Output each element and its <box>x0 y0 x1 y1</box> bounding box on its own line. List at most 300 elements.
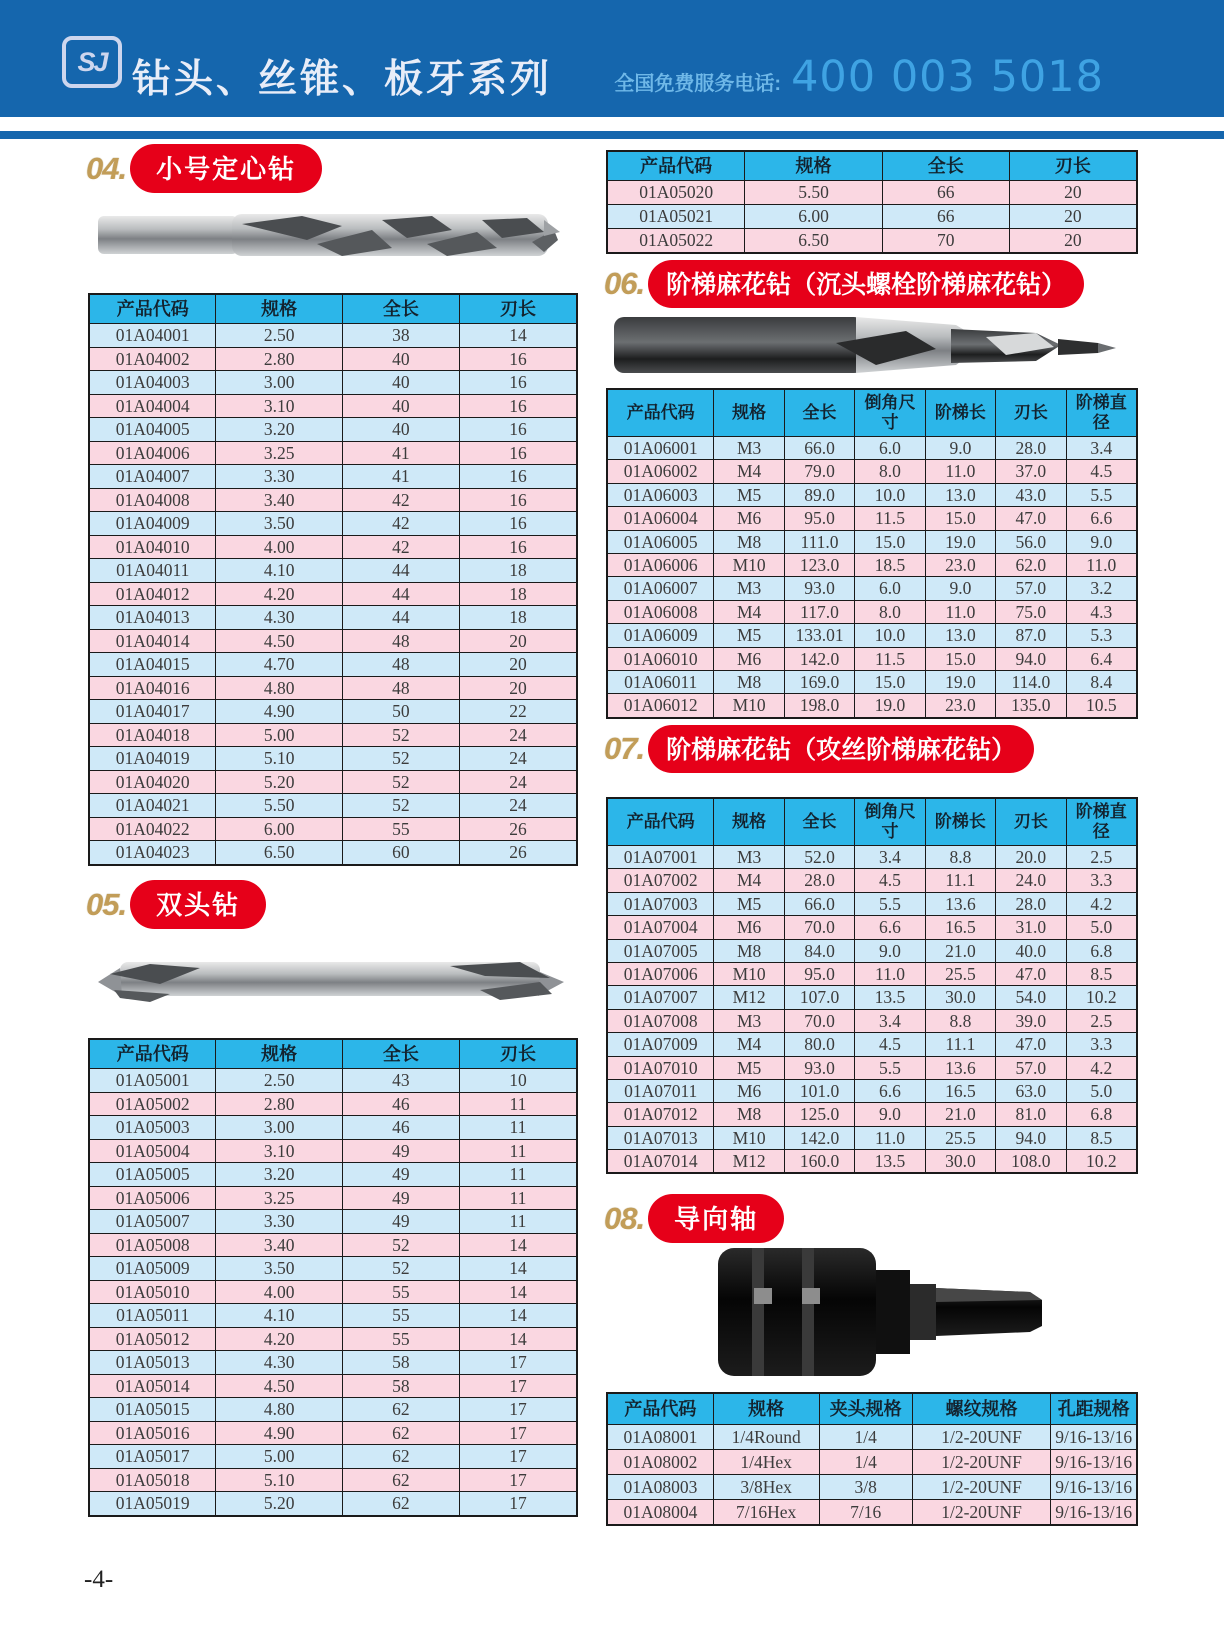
table-cell: 5.20 <box>216 1492 342 1516</box>
table-cell: 2.50 <box>216 1069 342 1093</box>
table-cell: 4.00 <box>216 1280 342 1304</box>
phone-label: 全国免费服务电话: <box>614 73 782 95</box>
table-cell: 21.0 <box>925 939 995 962</box>
table-row <box>607 553 1137 576</box>
table-cell: 01A07009 <box>607 1033 714 1056</box>
table-cell: 3.50 <box>216 512 342 536</box>
table-cell: M8 <box>714 939 784 962</box>
table-cell: 3/8 <box>819 1475 912 1500</box>
table-row <box>89 465 577 489</box>
table-cell: 16 <box>459 347 577 371</box>
table-cell: 9.0 <box>855 939 925 962</box>
table-row <box>89 1421 577 1445</box>
table-cell: M4 <box>714 1033 784 1056</box>
section-08-title: 导向轴 <box>648 1194 784 1243</box>
table-cell: 41 <box>342 441 459 465</box>
table-cell: 48 <box>342 629 459 653</box>
table-cell: M6 <box>714 1079 784 1102</box>
table-cell: 28.0 <box>784 869 854 892</box>
table-cell: 133.01 <box>784 624 854 647</box>
table-cell: 5.50 <box>216 794 342 818</box>
table-row <box>89 582 577 606</box>
section-04-number: 04. <box>86 150 127 186</box>
table-cell: 94.0 <box>996 647 1066 670</box>
table-cell: 4.20 <box>216 582 342 606</box>
table-07-step-drill-tapping <box>606 797 1138 1174</box>
table-cell: 01A07014 <box>607 1150 714 1174</box>
table-cell: 01A05004 <box>89 1139 216 1163</box>
table-cell: 01A07008 <box>607 1009 714 1032</box>
table-cell: 169.0 <box>784 670 854 693</box>
table-cell: 11 <box>459 1210 577 1234</box>
table-cell: M10 <box>714 553 784 576</box>
table-cell: 01A04001 <box>89 324 216 348</box>
table-cell: 11.0 <box>925 600 995 623</box>
table-header-row <box>607 798 1137 846</box>
table-row <box>89 1445 577 1469</box>
header-rule <box>0 131 1224 139</box>
table-cell: 42 <box>342 535 459 559</box>
page-number: -4- <box>84 1566 114 1593</box>
table-cell: 62 <box>342 1398 459 1422</box>
table-row <box>607 647 1137 670</box>
table-cell: 16 <box>459 418 577 442</box>
table-row <box>89 441 577 465</box>
table-cell: 25.5 <box>925 1126 995 1149</box>
table-row <box>89 371 577 395</box>
table-cell: 11.5 <box>855 647 925 670</box>
table-cell: 14 <box>459 1280 577 1304</box>
table-cell: 2.80 <box>216 347 342 371</box>
table-header-row <box>607 151 1137 181</box>
table-cell: 142.0 <box>784 1126 854 1149</box>
table-cell: 10.0 <box>855 483 925 506</box>
table-row <box>607 460 1137 483</box>
table-row <box>89 747 577 771</box>
table-row <box>607 229 1137 254</box>
table-cell: 19.0 <box>925 530 995 553</box>
column-header: 阶梯直径 <box>1066 389 1137 437</box>
table-cell: 3.3 <box>1066 869 1137 892</box>
table-cell: 01A04020 <box>89 770 216 794</box>
table-cell: 17 <box>459 1374 577 1398</box>
column-header: 刃长 <box>996 798 1066 846</box>
table-cell: 01A05016 <box>89 1421 216 1445</box>
table-cell: 93.0 <box>784 1056 854 1079</box>
section-05-title: 双头钻 <box>130 880 266 929</box>
table-cell: 10.0 <box>855 624 925 647</box>
table-cell: 17 <box>459 1421 577 1445</box>
table-row <box>89 1092 577 1116</box>
table-cell: 01A05005 <box>89 1163 216 1187</box>
table-cell: 52 <box>342 794 459 818</box>
table-cell: 3.40 <box>216 488 342 512</box>
table-cell: 62 <box>342 1492 459 1516</box>
table-cell: 01A04019 <box>89 747 216 771</box>
table-cell: 01A08004 <box>607 1500 713 1526</box>
table-cell: 16 <box>459 394 577 418</box>
column-header: 产品代码 <box>607 151 745 181</box>
table-cell: 9.0 <box>855 1103 925 1126</box>
table-cell: 54.0 <box>996 986 1066 1009</box>
table-08-guide-shaft <box>606 1392 1138 1526</box>
table-row <box>89 535 577 559</box>
table-cell: 101.0 <box>784 1079 854 1102</box>
table-row <box>89 324 577 348</box>
table-cell: 4.5 <box>855 1033 925 1056</box>
table-row <box>607 507 1137 530</box>
table-cell: 01A04004 <box>89 394 216 418</box>
column-header: 阶梯长 <box>925 389 995 437</box>
table-cell: 01A04021 <box>89 794 216 818</box>
table-cell: M5 <box>714 1056 784 1079</box>
table-row <box>607 1425 1137 1450</box>
table-cell: 14 <box>459 324 577 348</box>
table-cell: 01A04014 <box>89 629 216 653</box>
table-cell: 18 <box>459 606 577 630</box>
table-row <box>89 1351 577 1375</box>
table-cell: 3.4 <box>1066 437 1137 460</box>
table-cell: 4.50 <box>216 1374 342 1398</box>
table-row <box>89 1304 577 1328</box>
table-cell: 79.0 <box>784 460 854 483</box>
table-cell: 11 <box>459 1163 577 1187</box>
table-cell: 01A04003 <box>89 371 216 395</box>
table-cell: 20 <box>459 676 577 700</box>
table-row <box>89 1186 577 1210</box>
table-cell: 66 <box>882 205 1009 229</box>
table-cell: 114.0 <box>996 670 1066 693</box>
table-cell: 57.0 <box>996 577 1066 600</box>
table-cell: 01A04023 <box>89 841 216 865</box>
table-cell: 16.5 <box>925 916 995 939</box>
section-04-title: 小号定心钻 <box>130 144 322 193</box>
table-cell: 01A04022 <box>89 817 216 841</box>
table-cell: 84.0 <box>784 939 854 962</box>
table-cell: 1/4Round <box>713 1425 819 1450</box>
table-cell: M3 <box>714 846 784 869</box>
table-cell: 2.80 <box>216 1092 342 1116</box>
table-cell: 44 <box>342 559 459 583</box>
section-08-number: 08. <box>604 1200 645 1236</box>
table-cell: 01A05010 <box>89 1280 216 1304</box>
table-cell: 9.0 <box>1066 530 1137 553</box>
table-cell: 4.00 <box>216 535 342 559</box>
table-cell: 1/2-20UNF <box>912 1450 1051 1475</box>
table-cell: 9/16-13/16 <box>1051 1500 1137 1526</box>
table-cell: 44 <box>342 582 459 606</box>
table-cell: 6.50 <box>745 229 882 254</box>
table-cell: 17 <box>459 1445 577 1469</box>
table-cell: 13.6 <box>925 892 995 915</box>
table-cell: 62.0 <box>996 553 1066 576</box>
table-cell: 01A04008 <box>89 488 216 512</box>
table-row <box>89 512 577 536</box>
table-cell: 21.0 <box>925 1103 995 1126</box>
table-04-small-center-drill <box>88 293 578 866</box>
table-cell: 01A06003 <box>607 483 714 506</box>
table-cell: 9/16-13/16 <box>1051 1450 1137 1475</box>
table-row <box>89 559 577 583</box>
table-cell: 62 <box>342 1468 459 1492</box>
section-06-heading <box>604 260 1084 308</box>
table-cell: 18 <box>459 582 577 606</box>
table-cell: 1/2-20UNF <box>912 1500 1051 1526</box>
table-cell: 89.0 <box>784 483 854 506</box>
table-cell: 16 <box>459 535 577 559</box>
table-cell: 95.0 <box>784 962 854 985</box>
table-row <box>607 986 1137 1009</box>
table-cell: 6.8 <box>1066 1103 1137 1126</box>
table-cell: 22 <box>459 700 577 724</box>
table-cell: 01A07005 <box>607 939 714 962</box>
table-row <box>89 347 577 371</box>
table-cell: 6.0 <box>855 437 925 460</box>
table-cell: 01A08002 <box>607 1450 713 1475</box>
table-cell: M4 <box>714 460 784 483</box>
section-06-number: 06. <box>604 266 645 301</box>
table-cell: 57.0 <box>996 1056 1066 1079</box>
table-cell: 41 <box>342 465 459 489</box>
section-05-number: 05. <box>86 886 127 922</box>
table-row <box>607 1126 1137 1149</box>
table-cell: 3.25 <box>216 1186 342 1210</box>
table-cell: 20 <box>459 629 577 653</box>
table-cell: 01A05017 <box>89 1445 216 1469</box>
table-cell: 56.0 <box>996 530 1066 553</box>
table-cell: 11.0 <box>925 460 995 483</box>
table-cell: 55 <box>342 1280 459 1304</box>
table-row <box>89 1374 577 1398</box>
table-cell: 6.6 <box>1066 507 1137 530</box>
column-header: 刃长 <box>459 1039 577 1069</box>
table-cell: 40 <box>342 394 459 418</box>
table-cell: 40 <box>342 418 459 442</box>
table-cell: 60 <box>342 841 459 865</box>
table-cell: 11.0 <box>855 962 925 985</box>
table-cell: 7/16Hex <box>713 1500 819 1526</box>
table-row <box>89 1139 577 1163</box>
column-header: 刃长 <box>996 389 1066 437</box>
table-cell: 3.3 <box>1066 1033 1137 1056</box>
table-cell: 01A04018 <box>89 723 216 747</box>
table-cell: M8 <box>714 1103 784 1126</box>
table-row <box>607 694 1137 718</box>
table-row <box>607 483 1137 506</box>
column-header: 全长 <box>882 151 1009 181</box>
table-row <box>607 1056 1137 1079</box>
table-cell: 01A06001 <box>607 437 714 460</box>
table-row <box>607 624 1137 647</box>
table-cell: 62 <box>342 1421 459 1445</box>
table-cell: 4.80 <box>216 676 342 700</box>
table-cell: 01A07012 <box>607 1103 714 1126</box>
table-cell: 01A07004 <box>607 916 714 939</box>
table-cell: 01A07010 <box>607 1056 714 1079</box>
table-cell: 63.0 <box>996 1079 1066 1102</box>
table-cell: 52 <box>342 747 459 771</box>
table-row <box>89 418 577 442</box>
table-cell: 01A04016 <box>89 676 216 700</box>
table-cell: 47.0 <box>996 1033 1066 1056</box>
table-cell: 01A07001 <box>607 846 714 869</box>
table-row <box>89 1257 577 1281</box>
table-cell: 01A07002 <box>607 869 714 892</box>
table-cell: 30.0 <box>925 1150 995 1174</box>
column-header: 全长 <box>342 294 459 324</box>
table-cell: M8 <box>714 530 784 553</box>
table-cell: 15.0 <box>855 530 925 553</box>
table-cell: 01A05009 <box>89 1257 216 1281</box>
table-row <box>607 1033 1137 1056</box>
table-row <box>89 606 577 630</box>
table-cell: 13.0 <box>925 624 995 647</box>
table-cell: 6.6 <box>855 1079 925 1102</box>
table-header-row <box>89 294 577 324</box>
table-cell: 5.5 <box>855 892 925 915</box>
table-cell: 01A06010 <box>607 647 714 670</box>
table-cell: 5.10 <box>216 747 342 771</box>
table-cell: 23.0 <box>925 553 995 576</box>
table-cell: 13.5 <box>855 986 925 1009</box>
table-cell: 24 <box>459 747 577 771</box>
table-cell: 20 <box>1009 229 1137 254</box>
table-cell: 01A07003 <box>607 892 714 915</box>
table-cell: 01A06004 <box>607 507 714 530</box>
table-cell: 3.30 <box>216 465 342 489</box>
table-cell: 2.5 <box>1066 1009 1137 1032</box>
table-cell: 4.50 <box>216 629 342 653</box>
section-07-heading <box>604 725 1034 773</box>
column-header: 规格 <box>714 798 784 846</box>
table-cell: 40 <box>342 371 459 395</box>
table-cell: 01A04012 <box>89 582 216 606</box>
column-header: 规格 <box>714 389 784 437</box>
table-cell: 01A06005 <box>607 530 714 553</box>
table-cell: 13.5 <box>855 1150 925 1174</box>
step-drill-photo <box>606 303 1126 385</box>
table-cell: 17 <box>459 1492 577 1516</box>
table-cell: 52 <box>342 1233 459 1257</box>
table-cell: 6.50 <box>216 841 342 865</box>
table-cell: 20 <box>459 653 577 677</box>
table-row <box>607 1103 1137 1126</box>
table-cell: 16.5 <box>925 1079 995 1102</box>
table-cell: 108.0 <box>996 1150 1066 1174</box>
table-cell: 123.0 <box>784 553 854 576</box>
table-cell: 11.0 <box>1066 553 1137 576</box>
table-cell: 8.8 <box>925 1009 995 1032</box>
table-cell: 11 <box>459 1116 577 1140</box>
table-cell: 11.1 <box>925 869 995 892</box>
table-header-row <box>607 1393 1137 1425</box>
table-cell: 42 <box>342 488 459 512</box>
table-cell: 11.5 <box>855 507 925 530</box>
table-row <box>607 846 1137 869</box>
table-cell: 24 <box>459 770 577 794</box>
table-cell: 46 <box>342 1116 459 1140</box>
column-header: 全长 <box>342 1039 459 1069</box>
table-cell: 20 <box>1009 205 1137 229</box>
table-row <box>607 530 1137 553</box>
table-cell: 62 <box>342 1445 459 1469</box>
column-header: 规格 <box>745 151 882 181</box>
table-row <box>607 939 1137 962</box>
table-cell: 16 <box>459 371 577 395</box>
table-cell: 30.0 <box>925 986 995 1009</box>
table-cell: M4 <box>714 600 784 623</box>
table-cell: 10.2 <box>1066 986 1137 1009</box>
table-cell: 7/16 <box>819 1500 912 1526</box>
table-row <box>607 1450 1137 1475</box>
table-row <box>89 488 577 512</box>
column-header: 阶梯直径 <box>1066 798 1137 846</box>
table-cell: 5.50 <box>745 181 882 205</box>
column-header: 刃长 <box>459 294 577 324</box>
table-cell: 4.10 <box>216 559 342 583</box>
table-cell: 4.30 <box>216 606 342 630</box>
table-cell: 48 <box>342 676 459 700</box>
phone-number: 400 003 5018 <box>791 52 1104 102</box>
table-cell: 40 <box>342 347 459 371</box>
table-cell: 01A06008 <box>607 600 714 623</box>
table-cell: 01A06002 <box>607 460 714 483</box>
header-gap <box>0 117 1224 131</box>
table-cell: 9/16-13/16 <box>1051 1425 1137 1450</box>
table-cell: 01A05020 <box>607 181 745 205</box>
table-cell: 01A04011 <box>89 559 216 583</box>
table-cell: 16 <box>459 512 577 536</box>
table-row <box>607 600 1137 623</box>
table-cell: 14 <box>459 1304 577 1328</box>
table-cell: 11 <box>459 1186 577 1210</box>
table-cell: 8.4 <box>1066 670 1137 693</box>
table-cell: 58 <box>342 1374 459 1398</box>
table-cell: 19.0 <box>855 694 925 718</box>
table-row <box>89 1492 577 1516</box>
table-cell: 4.2 <box>1066 892 1137 915</box>
table-cell: 46 <box>342 1092 459 1116</box>
table-row <box>89 1468 577 1492</box>
table-cell: 4.80 <box>216 1398 342 1422</box>
table-cell: 8.0 <box>855 460 925 483</box>
table-cell: 14 <box>459 1233 577 1257</box>
table-cell: 01A04013 <box>89 606 216 630</box>
table-cell: 16 <box>459 441 577 465</box>
table-cell: 26 <box>459 841 577 865</box>
table-cell: 4.5 <box>1066 460 1137 483</box>
table-cell: 87.0 <box>996 624 1066 647</box>
table-cell: 28.0 <box>996 437 1066 460</box>
table-cell: 11.1 <box>925 1033 995 1056</box>
table-cell: 70.0 <box>784 916 854 939</box>
table-row <box>89 1280 577 1304</box>
guide-shaft-photo <box>690 1236 1070 1388</box>
table-row <box>607 1079 1137 1102</box>
column-header: 阶梯长 <box>925 798 995 846</box>
table-cell: 3.00 <box>216 371 342 395</box>
table-cell: 43 <box>342 1069 459 1093</box>
table-cell: 4.3 <box>1066 600 1137 623</box>
table-cell: 01A05014 <box>89 1374 216 1398</box>
table-cell: M5 <box>714 624 784 647</box>
table-cell: 01A07013 <box>607 1126 714 1149</box>
table-row <box>607 577 1137 600</box>
table-cell: 3/8Hex <box>713 1475 819 1500</box>
table-cell: 9/16-13/16 <box>1051 1475 1137 1500</box>
column-header: 规格 <box>713 1393 819 1425</box>
table-cell: 01A05015 <box>89 1398 216 1422</box>
